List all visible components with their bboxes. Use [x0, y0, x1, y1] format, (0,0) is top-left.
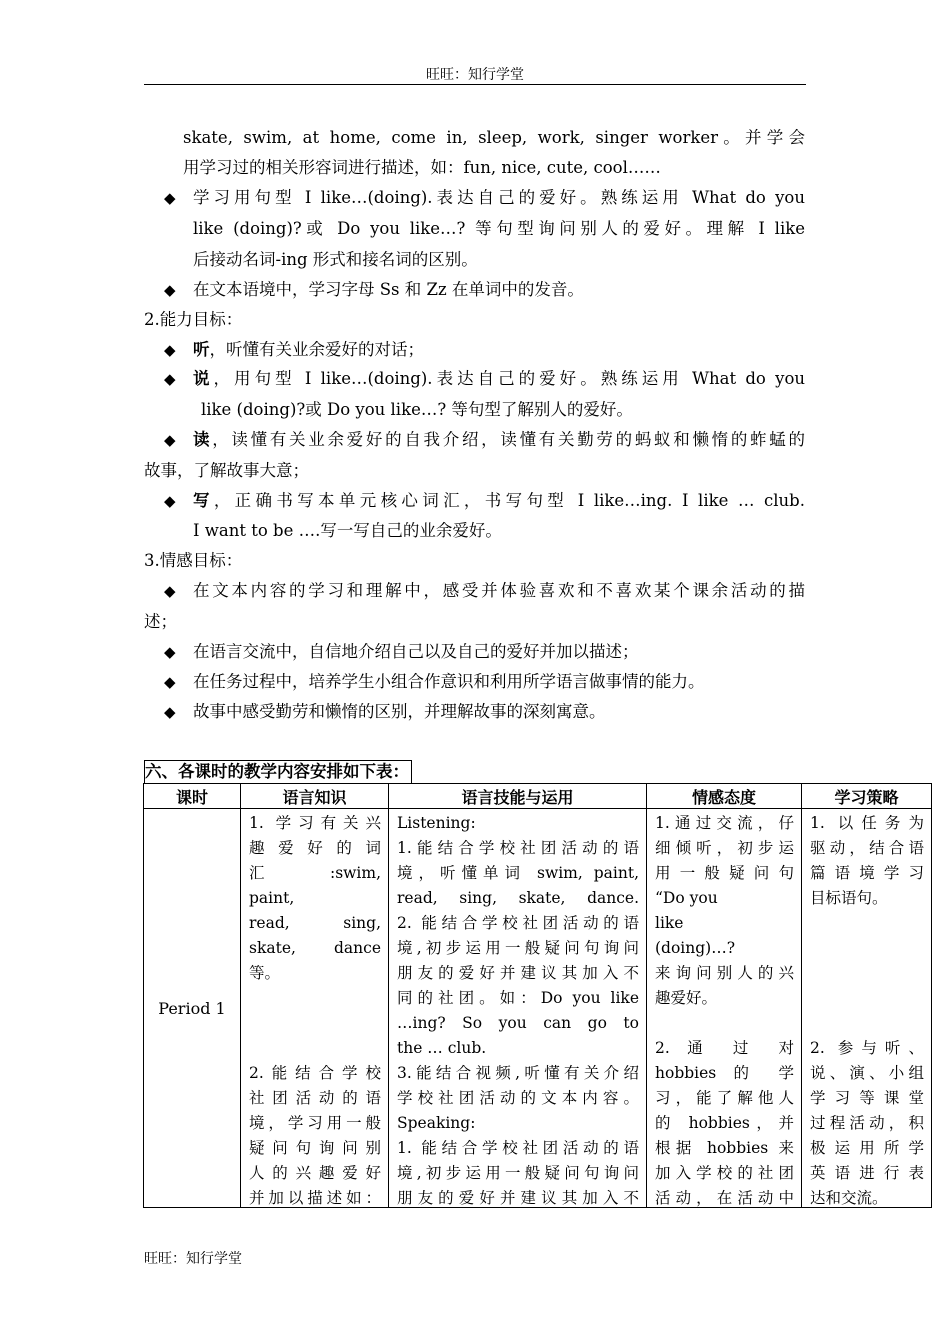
cell-line: 1. 以任务为: [810, 814, 924, 832]
diamond-bullet-icon: ◆: [164, 189, 176, 207]
attitude-cell: [647, 809, 802, 1208]
ability-write: [193, 490, 805, 512]
cell-line: 境，学习用一般: [249, 1114, 381, 1132]
strategy-cell: [802, 809, 932, 1208]
cell-line: 达和交流。: [810, 1189, 888, 1207]
emotion-3: 在任务过程中，培养学生小组合作意识和利用所学语言做事情的能力。: [193, 672, 705, 691]
cell-line: 朋友的爱好并建议其加入不: [397, 1189, 639, 1207]
cell-line: 朋友的爱好并建议其加入不: [397, 964, 639, 982]
cell-line: 过程活动，积: [810, 1114, 924, 1132]
read-text: ，读懂有关业余爱好的自我介绍，读懂有关勤劳的蚂蚁和懒惰的蚱蜢的: [212, 430, 806, 449]
cell-line: 2. 通 过 对: [655, 1039, 794, 1057]
ability-listen: [193, 339, 424, 361]
cell-line: 驱动，结合语: [810, 839, 924, 857]
page-header: 旺旺：知行学堂: [426, 67, 524, 83]
diamond-bullet-icon: ◆: [164, 431, 176, 449]
body-line-2: 用学习过的相关形容词进行描述，如：fun, nice, cute, cool……: [183, 158, 661, 177]
diamond-bullet-icon: ◆: [164, 341, 176, 359]
emotion-1: 在文本内容的学习和理解中，感受并体验喜欢和不喜欢某个课余活动的描: [193, 581, 805, 600]
cell-line: 的 hobbies，并: [655, 1114, 794, 1132]
col-header-strategy: 学习策略: [802, 784, 932, 809]
cell-line: 2.能结合学校: [249, 1064, 381, 1082]
diamond-bullet-icon: ◆: [164, 643, 176, 661]
cell-line: Speaking:: [397, 1114, 476, 1132]
cell-line: 学习等课堂: [810, 1089, 924, 1107]
ability-speak-cont: like (doing)?或 Do you like…? 等句型了解别人的爱好。: [201, 400, 633, 419]
cell-line: 1.通过交流，仔: [655, 814, 794, 832]
bullet-1-line-2: like (doing)?或 Do you like…? 等句型询问别人的爱好。理解 I like: [193, 219, 805, 238]
cell-line: 同的社团。如：Do you like: [397, 989, 639, 1007]
cell-line: 英语进行表: [810, 1164, 924, 1182]
cell-line: 1. 能结合学校社团活动的语: [397, 1139, 639, 1157]
cell-line: read, sing,: [249, 914, 381, 932]
cell-line: skate, dance: [249, 939, 381, 957]
page-footer: 旺旺：知行学堂: [144, 1251, 242, 1267]
cell-line: 用一般疑问句: [655, 864, 794, 882]
cell-line: 说、演、小组: [810, 1064, 924, 1082]
emotion-1-cont: 述；: [144, 612, 177, 631]
listen-text: ，听懂有关业余爱好的对话；: [209, 340, 424, 359]
cell-line: 目标语句。: [810, 889, 888, 907]
col-header-knowledge: 语言知识: [241, 784, 389, 809]
cell-line: 等。: [249, 964, 281, 982]
diamond-bullet-icon: ◆: [164, 703, 176, 721]
read-label: 读: [193, 430, 213, 449]
cell-line: 趣爱好。: [655, 989, 718, 1007]
cell-line: 学校社团活动的文本内容。: [397, 1089, 639, 1107]
cell-line: 1. 学习有关兴: [249, 814, 381, 832]
cell-line: hobbies 的 学: [655, 1064, 794, 1082]
bullet-2: 在文本语境中，学习字母 Ss 和 Zz 在单词中的发音。: [193, 280, 584, 299]
cell-line: the … club.: [397, 1039, 487, 1057]
cell-line: 社团活动的语: [249, 1089, 381, 1107]
col-header-skills: 语言技能与运用: [389, 784, 647, 809]
cell-line: 并加以描述如：: [249, 1189, 381, 1207]
cell-line: 3.能结合视频,听懂有关介绍: [397, 1064, 639, 1082]
cell-line: …ing? So you can go to: [397, 1014, 639, 1032]
cell-line: 汇 :swim,: [249, 864, 381, 882]
knowledge-cell: [241, 809, 389, 1208]
diamond-bullet-icon: ◆: [164, 370, 176, 388]
cell-line: 细倾听，初步运: [655, 839, 794, 857]
ability-speak: [193, 368, 805, 390]
table-row: [144, 809, 932, 1208]
cell-line: 疑问句询问别: [249, 1139, 381, 1157]
skills-cell: [389, 809, 647, 1208]
cell-line: “Do you: [655, 889, 718, 907]
cell-line: 2. 能结合学校社团活动的语: [397, 914, 639, 932]
cell-line: 境,初步运用一般疑问句询问: [397, 939, 639, 957]
ability-write-cont: I want to be ….写一写自己的业余爱好。: [193, 521, 502, 540]
emotion-2: 在语言交流中，自信地介绍自己以及自己的爱好并加以描述；: [193, 642, 639, 661]
cell-line: 来询问别人的兴: [655, 964, 794, 982]
cell-line: 人的兴趣爱好: [249, 1164, 381, 1182]
cell-line: (doing)…?: [655, 939, 736, 957]
diamond-bullet-icon: ◆: [164, 492, 176, 510]
bullet-1-line-1: 学习用句型 I like…(doing).表达自己的爱好。熟练运用 What do you: [193, 188, 805, 207]
diamond-bullet-icon: ◆: [164, 281, 176, 299]
write-text: ，正确书写本单元核心词汇，书写句型 I like…ing. I like … club.: [213, 491, 805, 510]
cell-line: Listening:: [397, 814, 476, 832]
header-divider: [144, 84, 806, 85]
body-line-1: skate, swim, at home, come in, sleep, work, singer worker。并学会: [183, 128, 805, 147]
listen-label: 听: [193, 340, 210, 359]
write-label: 写: [193, 491, 214, 510]
cell-line: 习，能了解他人: [655, 1089, 794, 1107]
cell-line: 极运用所学: [810, 1139, 924, 1157]
period-cell: Period 1: [144, 809, 241, 1208]
cell-line: 趣 爱 好 的 词: [249, 839, 381, 857]
cell-line: 篇语境学习: [810, 864, 924, 882]
cell-line: 活动，在活动中: [655, 1189, 794, 1207]
ability-read-cont: 故事，了解故事大意；: [144, 461, 309, 480]
section-title: 六、各课时的教学内容安排如下表：: [144, 760, 412, 784]
cell-line: 境，听懂单词 swim, paint,: [397, 864, 639, 882]
cell-line: 1.能结合学校社团活动的语: [397, 839, 639, 857]
ability-read: [193, 429, 805, 451]
diamond-bullet-icon: ◆: [164, 673, 176, 691]
diamond-bullet-icon: ◆: [164, 582, 176, 600]
cell-line: 境,初步运用一般疑问句询问: [397, 1164, 639, 1182]
cell-line: paint,: [249, 889, 295, 907]
heading-ability: 2.能力目标：: [144, 310, 243, 329]
cell-line: read, sing, skate, dance.: [397, 889, 639, 907]
table-header-row: [144, 784, 932, 809]
heading-emotion: 3.情感目标：: [144, 551, 243, 570]
speak-text: ，用句型 I like…(doing).表达自己的爱好。熟练运用 What do you: [213, 369, 806, 388]
cell-line: 根据 hobbies 来: [655, 1139, 794, 1157]
cell-line: like: [655, 914, 684, 932]
speak-label: 说: [193, 369, 214, 388]
emotion-4: 故事中感受勤劳和懒惰的区别，并理解故事的深刻寓意。: [193, 702, 606, 721]
col-header-period: 课时: [144, 784, 241, 809]
bullet-1-line-3: 后接动名词-ing 形式和接名词的区别。: [193, 250, 478, 269]
cell-line: 2. 参与听、: [810, 1039, 924, 1057]
lesson-plan-table: [143, 783, 932, 1208]
col-header-attitude: 情感态度: [647, 784, 802, 809]
cell-line: 加入学校的社团: [655, 1164, 794, 1182]
